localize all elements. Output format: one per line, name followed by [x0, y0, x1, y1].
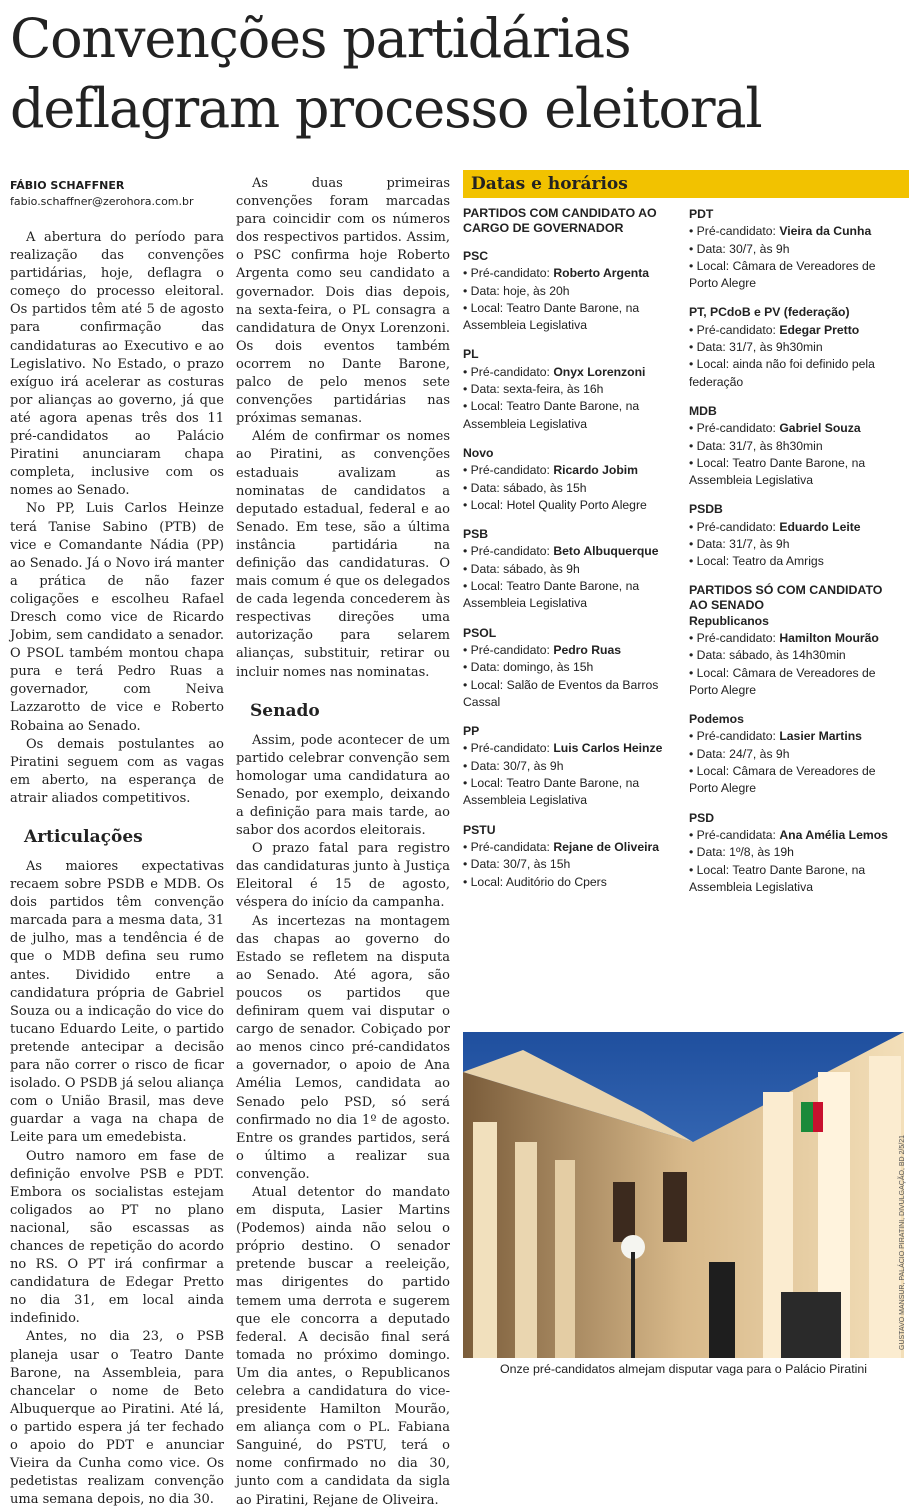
- date-line: [463, 381, 677, 398]
- senate-party-list: [689, 613, 903, 896]
- party-name: Republicanos: [689, 613, 769, 628]
- paragraph: No PP, Luis Carlos Heinze terá Tanise Sabino (PTB) de vice e Comandante Nádia (PP) ao Senado. Já o Novo irá manter a prática de não fazer coligações e escolheu Rafael Dresch como vice de Ricardo Jobim, sem candidato a senador. O PSOL também montou chapa pura e terá Pedro Ruas a governador, com Neiva Lazzarotto de vice e Roberto Robaina ao Senado.: [10, 501, 225, 734]
- location-text: Local: Teatro Dante Barone, na Assembleia Legislativa: [463, 399, 640, 431]
- candidate-line: [463, 839, 677, 856]
- party-name: PSDB: [689, 502, 723, 517]
- date-text: Data: 31/7, às 9h30min: [696, 340, 823, 355]
- location-line: [689, 356, 903, 391]
- candidate-label: Pré-candidato:: [696, 519, 776, 534]
- party-entry: [463, 248, 677, 334]
- location-text: Local: Câmara de Vereadores de Porto Alegre: [689, 258, 876, 291]
- candidate-line: [463, 364, 677, 381]
- party-name: PL: [463, 347, 479, 362]
- candidate-label: Pré-candidato:: [696, 322, 776, 337]
- governor-section-heading: PARTIDOS COM CANDIDATO AO CARGO DE GOVERNADOR: [463, 206, 657, 235]
- paragraph: As maiores expectativas recaem sobre PSDB e MDB. Os dois partidos têm convenção marcada para a mesma data, 31 de julho, mas a tendência é de que o MDB defina seu rumo antes. Dividido entre a candidatura própria de Gabriel Souza ou a indicação do vice do tucano Eduardo Leite, o partido pretende antecipar a decisão para não correr o risco de ficar isolado. O PSDB já selou aliança com o União Brasil, mas deve guardar a vaga na chapa de Leite para um emedebista.: [10, 859, 224, 1146]
- paragraph: Assim, pode acontecer de um partido celebrar convenção sem homologar uma candidatura ao Senado, por exemplo, deixando a definição para mais tarde, ao sabor dos acordos eleitorais.: [236, 732, 450, 839]
- party-name: PSC: [463, 249, 489, 263]
- date-line: [689, 647, 903, 664]
- location-text: Local: Câmara de Vereadores de Porto Alegre: [689, 764, 876, 796]
- candidate-line: [463, 462, 677, 479]
- candidate-name: Vieira da Cunha: [779, 224, 872, 239]
- location-text: Local: ainda não foi definido pela federação: [689, 357, 875, 389]
- candidate-label: Pré-candidato:: [470, 544, 550, 559]
- candidate-name: Gabriel Souza: [779, 421, 861, 436]
- party-entry: [463, 723, 677, 809]
- senate-section-heading: PARTIDOS SÓ COM CANDIDATO AO SENADO: [689, 582, 883, 612]
- candidate-line: [463, 543, 677, 560]
- candidate-name: Edegar Pretto: [779, 322, 860, 337]
- candidate-label: Pré-candidato:: [470, 642, 550, 657]
- party-name: PP: [463, 724, 480, 739]
- date-line: [689, 438, 903, 455]
- candidate-label: Pré-candidato:: [696, 224, 776, 239]
- date-line: [463, 856, 677, 873]
- paragraph: As incertezas na montagem das chapas ao governo do Estado se refletem na disputa ao Senado. Até agora, são poucos os partidos que definiram quem vai disputar o cargo de senador. Cobiçado por ao menos cinco pré-candidatos a governador, o apoio de Ana Amélia Lemos, candidata ao Senado pelo PSD, só será confirmado no dia 1º de agosto. Entre os grandes partidos, será o último a realizar sua convenção.: [236, 913, 450, 1182]
- location-line: [689, 763, 903, 798]
- paragraph: Atual detentor do mandato em disputa, Lasier Martins (Podemos) ainda não selou o próprio destino. O senador pretende buscar a reeleição, mas dirigentes do partido temem uma derrota e sugerem que ele concorra a deputado federal. A decisão final será tomada no próximo domingo. Um dia antes, o Republicanos celebra a candidatura do vice-presidente Hamilton Mourão, em aliança com o PL. Fabiana Sanguiné, do PSTU, terá o nome confirmado no dia 30, junto com a candidata da sigla ao Piratini, Rejane de Oliveira.: [236, 1184, 450, 1508]
- date-text: Data: 30/7, às 15h: [470, 857, 571, 872]
- party-name: PDT: [689, 207, 714, 221]
- location-line: [463, 775, 677, 810]
- candidate-line: [689, 223, 903, 240]
- date-line: [689, 844, 903, 861]
- candidate-label: Pré-candidato:: [470, 266, 550, 281]
- paragraph: A abertura do período para realização das convenções partidárias, hoje, deflagra o começo do processo eleitoral. Os partidos têm até 5 de agosto para confirmação das candidaturas ao Executivo e ao Legislativo. No Estado, o prazo exíguo irá acelerar as costuras por alianças ao governo, já que até agora apenas três dos 11 pré-candidatos ao Palácio Piratini anunciaram chapa completa, inclusive com os nomes ao Senado.: [10, 230, 224, 499]
- candidate-label: Pré-candidata:: [470, 839, 550, 854]
- party-name: PSOL: [463, 625, 497, 640]
- candidate-label: Pré-candidato:: [470, 463, 550, 478]
- candidate-name: Luis Carlos Heinze: [553, 741, 663, 756]
- location-text: Local: Salão de Eventos da Barros Cassal: [463, 677, 659, 709]
- date-line: [463, 480, 677, 497]
- location-line: [689, 665, 903, 700]
- candidate-name: Roberto Argenta: [553, 266, 650, 281]
- location-text: Local: Hotel Quality Porto Alegre: [470, 497, 647, 512]
- party-entry: [463, 822, 677, 891]
- date-text: Data: 31/7, às 8h30min: [696, 438, 823, 453]
- subhead-articulacoes: Articulações: [24, 827, 143, 847]
- date-text: Data: 30/7, às 9h: [470, 758, 564, 773]
- schedule-column-right: [689, 206, 903, 908]
- date-text: Data: sexta-feira, às 16h: [470, 382, 604, 397]
- location-text: Local: Teatro Dante Barone, na Assembleia Legislativa: [463, 776, 640, 808]
- schedule-column-left: [463, 206, 677, 903]
- candidate-label: Pré-candidato:: [470, 364, 550, 379]
- party-entry: [463, 346, 677, 432]
- candidate-name: Pedro Ruas: [553, 642, 622, 657]
- party-name: PSD: [689, 810, 715, 825]
- candidate-line: [689, 827, 903, 844]
- location-line: [463, 578, 677, 613]
- location-line: [463, 677, 677, 712]
- candidate-name: Rejane de Oliveira: [553, 839, 660, 854]
- party-name: Podemos: [689, 712, 744, 727]
- location-text: Local: Câmara de Vereadores de Porto Alegre: [689, 665, 876, 697]
- paragraph: Além de confirmar os nomes ao Piratini, as convenções estaduais avalizam as nominatas de candidatos a deputado estadual, federal e ao Senado. Em tese, são a última instância partidária na definição das candidaturas. O mais comum é que os delegados de cada legenda concederem às respectivas direções uma autorização para selarem alianças, substituir, retirar ou incluir nomes nas nominatas.: [236, 429, 450, 680]
- palacio-piratini-photo: [463, 1032, 904, 1358]
- date-text: Data: sábado, às 14h30min: [696, 648, 846, 663]
- byline: [10, 178, 230, 210]
- date-text: Data: domingo, às 15h: [470, 660, 594, 675]
- candidate-name: Hamilton Mourão: [779, 630, 879, 645]
- subhead-senado: Senado: [250, 700, 320, 721]
- location-text: Local: Teatro Dante Barone, na Assembleia Legislativa: [463, 300, 640, 333]
- candidate-line: [689, 322, 903, 339]
- article-column-2: [236, 175, 450, 1510]
- party-name: Novo: [463, 445, 494, 460]
- location-text: Local: Teatro Dante Barone, na Assembleia Legislativa: [689, 455, 866, 488]
- candidate-name: Ana Amélia Lemos: [779, 827, 888, 842]
- photo-credit: GUSTAVO MANSUR, PALÁCIO PIRATINI, DIVULGAÇÃO, BD 2/5/21: [899, 1135, 906, 1350]
- candidate-label: Pré-candidato:: [696, 729, 776, 744]
- candidate-line: [689, 420, 903, 437]
- candidate-name: Lasier Martins: [779, 729, 862, 744]
- date-text: Data: sábado, às 9h: [470, 561, 580, 576]
- location-line: [463, 497, 677, 514]
- schedule-box: [463, 170, 909, 894]
- candidate-line: [689, 630, 903, 647]
- party-entry: [689, 403, 903, 489]
- article-column-1: [10, 229, 224, 1509]
- location-line: [689, 862, 903, 897]
- party-name: MDB: [689, 403, 717, 418]
- party-entry: [689, 613, 903, 699]
- schedule-title: Datas e horários: [463, 170, 909, 198]
- location-line: [463, 398, 677, 433]
- candidate-label: Pré-candidato:: [696, 630, 776, 645]
- party-entry: [689, 206, 903, 292]
- paragraph: Os demais postulantes ao Piratini seguem com as vagas em aberto, na esperança de atrair aliados competitivos.: [10, 736, 224, 806]
- candidate-name: Beto Albuquerque: [553, 544, 659, 559]
- date-text: Data: hoje, às 20h: [470, 283, 570, 298]
- party-name: PSTU: [463, 822, 496, 837]
- date-line: [463, 561, 677, 578]
- candidate-label: Pré-candidata:: [696, 827, 776, 842]
- candidate-name: Eduardo Leite: [779, 519, 861, 534]
- governor-party-list: [463, 248, 677, 891]
- party-entry: [463, 625, 677, 711]
- date-line: [463, 283, 677, 300]
- date-line: [689, 241, 903, 258]
- party-name: PSB: [463, 527, 489, 542]
- candidate-label: Pré-candidato:: [470, 741, 550, 756]
- candidate-name: Ricardo Jobim: [553, 463, 638, 478]
- date-line: [463, 758, 677, 775]
- headline: Convenções partidárias deflagram processo eleitoral: [10, 7, 762, 140]
- location-line: [689, 455, 903, 490]
- date-text: Data: 1º/8, às 19h: [696, 845, 794, 860]
- location-text: Local: Auditório do Cpers: [470, 874, 607, 889]
- candidate-label: Pré-candidato:: [696, 421, 776, 436]
- author-name: FÁBIO SCHAFFNER: [10, 179, 125, 192]
- location-line: [689, 258, 903, 293]
- candidate-name: Onyx Lorenzoni: [553, 364, 646, 379]
- party-entry: [689, 810, 903, 896]
- party-entry: [463, 526, 677, 612]
- governor-party-list-continued: [689, 206, 903, 571]
- paragraph: Antes, no dia 23, o PSB planeja usar o Teatro Dante Barone, na Assembleia, para chancelar o nome de Beto Albuquerque ao Piratini. Até lá, o partido espera já ter fechado o apoio do PDT e anunciar Vieira da Cunha como vice. Os pedetistas realizam convenção uma semana depois, no dia 30.: [10, 1329, 224, 1508]
- location-text: Local: Teatro Dante Barone, na Assembleia Legislativa: [689, 862, 866, 894]
- date-line: [689, 536, 903, 553]
- candidate-line: [463, 740, 677, 757]
- location-line: [463, 300, 677, 335]
- party-name: PT, PCdoB e PV (federação): [689, 305, 850, 320]
- paragraph: As duas primeiras convenções foram marcadas para coincidir com os números dos respectivos partidos. Assim, o PSC confirma hoje Roberto Argenta como seu candidato a governador. Dois dias depois, na sexta-feira, o PL consagra a candidatura de Onyx Lorenzoni. Os dois eventos também ocorrem no Dante Barone, palco de pelo menos sete convenções partidárias nas próximas semanas.: [236, 176, 450, 427]
- paragraph: O prazo fatal para registro das candidaturas junto à Justiça Eleitoral é 15 de agosto, véspera do início da campanha.: [236, 841, 450, 911]
- date-line: [463, 659, 677, 676]
- date-line: [689, 339, 903, 356]
- party-entry: [689, 711, 903, 797]
- candidate-line: [689, 519, 903, 536]
- party-entry: [689, 501, 903, 570]
- party-entry: [463, 445, 677, 514]
- candidate-line: [689, 728, 903, 745]
- location-text: Local: Teatro Dante Barone, na Assembleia Legislativa: [463, 579, 640, 611]
- building-illustration: [463, 1032, 904, 1358]
- date-text: Data: sábado, às 15h: [470, 480, 587, 495]
- candidate-line: [463, 265, 677, 282]
- paragraph: Outro namoro em fase de definição envolve PSB e PDT. Embora os socialistas estejam coligados ao PT no plano nacional, são escassas as chances de repetição do acordo no RS. O PT irá confirmar a candidatura de Edegar Pretto no dia 31, em local ainda indefinido.: [10, 1148, 224, 1327]
- date-text: Data: 31/7, às 9h: [696, 537, 790, 552]
- location-text: Local: Teatro da Amrigs: [696, 554, 824, 569]
- photo-caption: Onze pré-candidatos almejam disputar vaga para o Palácio Piratini: [499, 1362, 868, 1376]
- candidate-line: [463, 642, 677, 659]
- date-text: Data: 24/7, às 9h: [696, 746, 790, 761]
- date-text: Data: 30/7, às 9h: [696, 241, 790, 256]
- date-line: [689, 746, 903, 763]
- location-line: [689, 553, 903, 570]
- author-email[interactable]: fabio.schaffner@zerohora.com.br: [10, 195, 194, 208]
- party-entry: [689, 304, 903, 390]
- location-line: [463, 874, 677, 891]
